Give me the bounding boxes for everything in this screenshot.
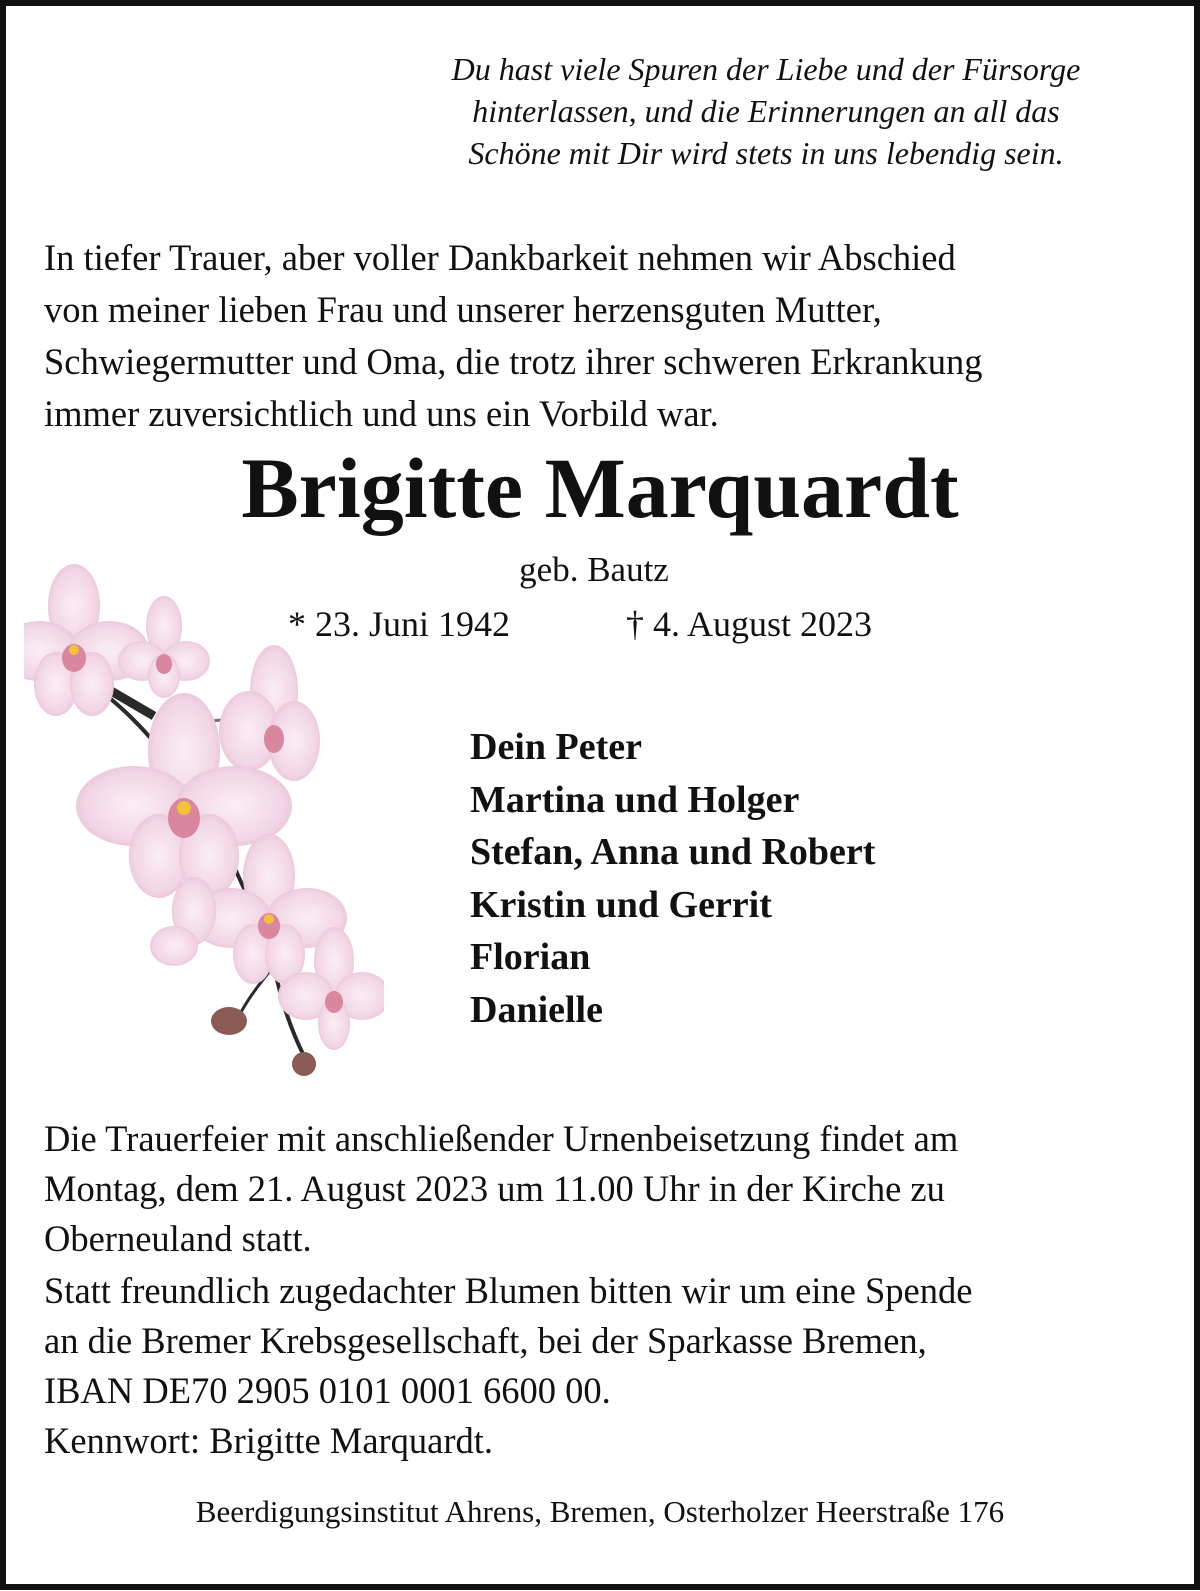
- mourner-name: Martina und Holger: [470, 778, 800, 821]
- deceased-name: Brigitte Marquardt: [241, 440, 959, 536]
- donation-line: IBAN DE70 2905 0101 0001 6600 00.: [44, 1370, 611, 1411]
- mourner-name: Florian: [470, 936, 591, 978]
- ceremony-paragraph: [44, 1114, 1154, 1264]
- memorial-quote: [386, 48, 1146, 174]
- donation-line: an die Bremer Krebsgesellschaft, bei der Sparkasse Bremen,: [44, 1320, 927, 1361]
- birth-date: * 23. Juni 1942: [288, 604, 511, 644]
- ceremony-line: Montag, dem 21. August 2023 um 11.00 Uhr in der Kirche zu: [44, 1168, 945, 1209]
- quote-line: Schöne mit Dir wird stets in uns lebendig sein.: [468, 135, 1064, 171]
- quote-line: Du hast viele Spuren der Liebe und der Fürsorge: [451, 51, 1081, 87]
- intro-line: von meiner lieben Frau und unserer herzensguten Mutter,: [44, 289, 882, 330]
- death-date: † 4. August 2023: [626, 604, 873, 644]
- intro-paragraph: [44, 232, 1154, 440]
- quote-line: hinterlassen, und die Erinnerungen an all das: [472, 93, 1060, 129]
- donation-paragraph: [44, 1266, 1154, 1466]
- intro-line: Schwiegermutter und Oma, die trotz ihrer schweren Erkrankung: [44, 341, 983, 382]
- mourner-name: Danielle: [470, 988, 603, 1031]
- donation-line: Statt freundlich zugedachter Blumen bitten wir um eine Spende: [44, 1270, 973, 1311]
- mourner-name: Dein Peter: [470, 726, 642, 768]
- intro-line: In tiefer Trauer, aber voller Dankbarkeit nehmen wir Abschied: [44, 237, 956, 278]
- ceremony-line: Die Trauerfeier mit anschließender Urnenbeisetzung findet am: [44, 1118, 959, 1159]
- mourner-name: Kristin und Gerrit: [470, 883, 772, 926]
- mourner-name: Stefan, Anna und Robert: [470, 831, 876, 873]
- mourners-list: [470, 721, 875, 1036]
- intro-line: immer zuversichtlich und uns ein Vorbild war.: [44, 393, 719, 434]
- birth-name: geb. Bautz: [519, 550, 669, 589]
- donation-line: Kennwort: Brigitte Marquardt.: [44, 1420, 494, 1461]
- funeral-home-footer: Beerdigungsinstitut Ahrens, Bremen, Osterholzer Heerstraße 176: [195, 1494, 1005, 1529]
- ceremony-line: Oberneuland statt.: [44, 1218, 312, 1259]
